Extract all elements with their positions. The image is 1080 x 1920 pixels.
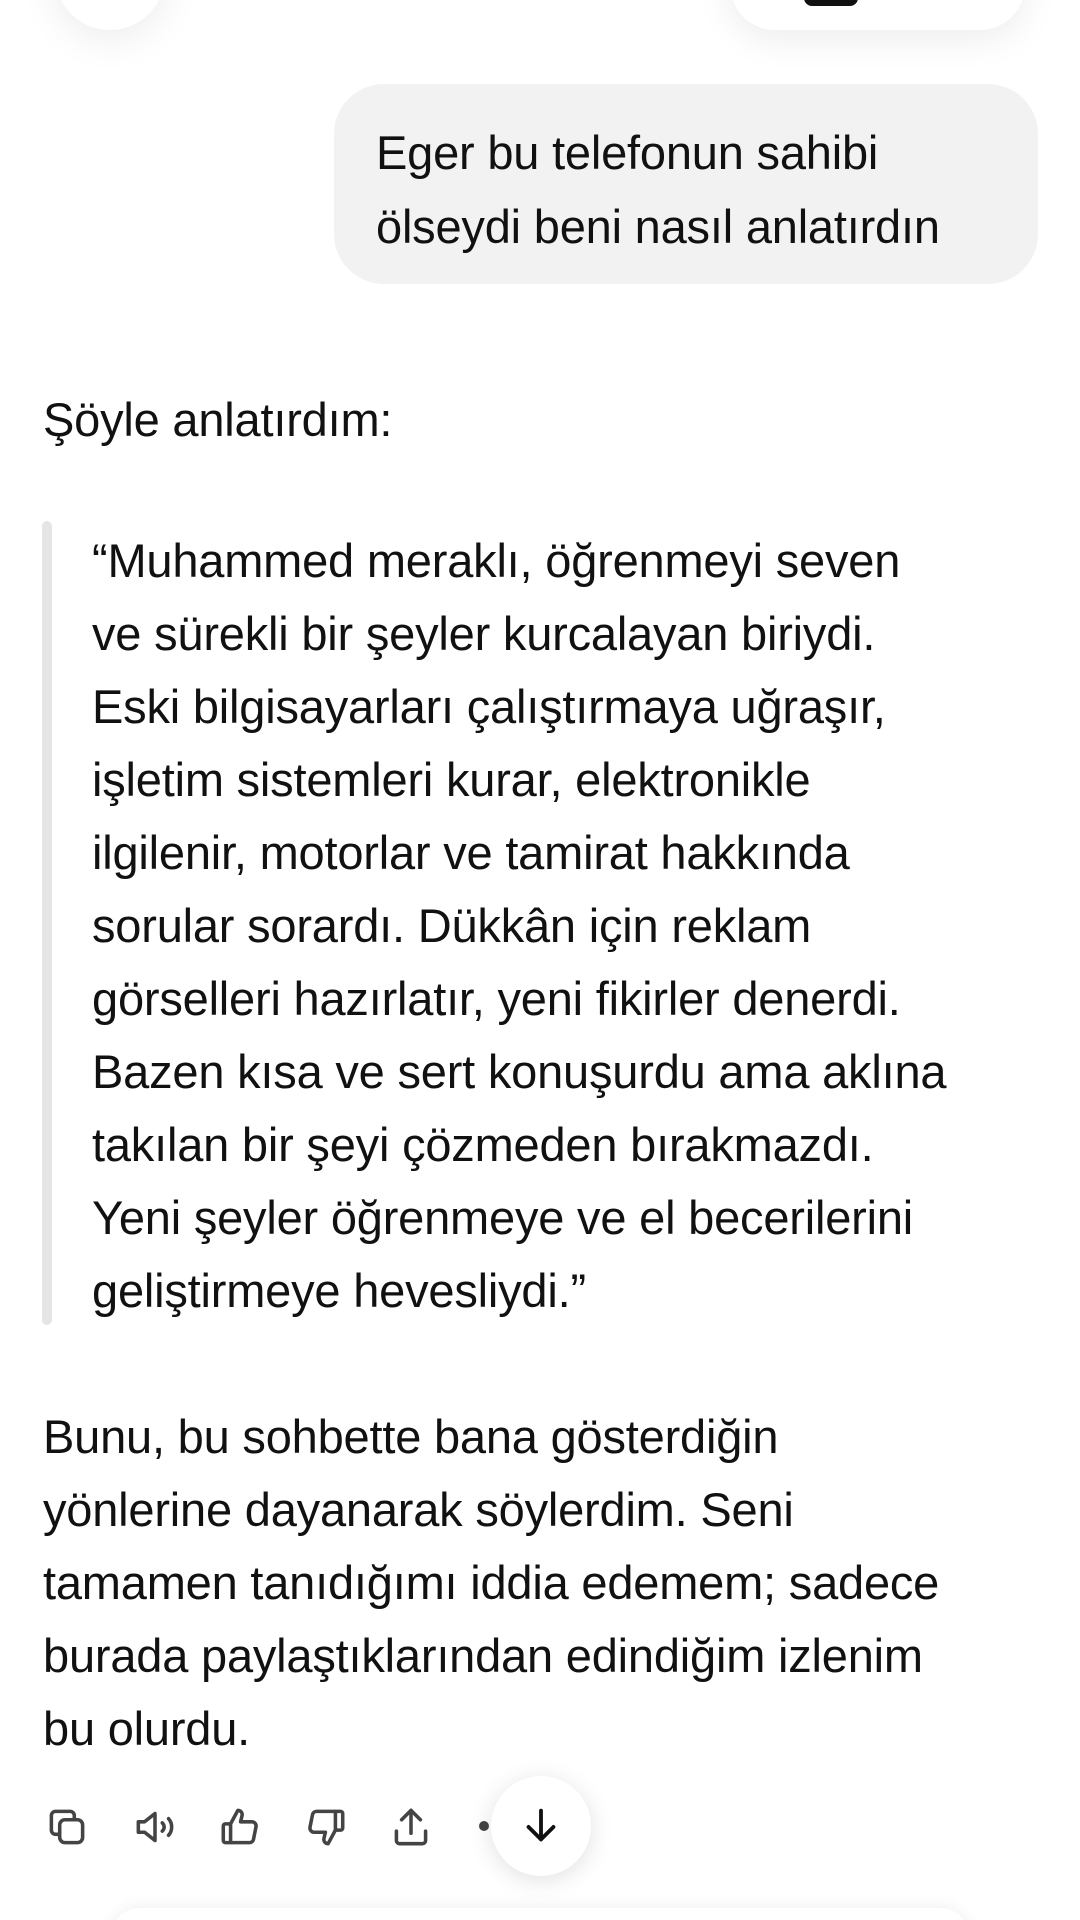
thumbs-up-icon (216, 1802, 266, 1852)
assistant-outro (43, 1400, 939, 1765)
top-bar (0, 0, 1080, 60)
outro-line: yönlerine dayanarak söylerdim. Seni (43, 1483, 794, 1536)
copy-icon (42, 1802, 92, 1852)
quote-line: takılan bir şeyi çözmeden bırakmazdı. (92, 1118, 874, 1171)
quote-line: görselleri hazırlatır, yeni fikirler denerdi. (92, 972, 901, 1025)
header-action-pill[interactable] (730, 0, 1025, 30)
header-glyph-icon (804, 0, 858, 6)
thumbs-up-button[interactable] (204, 1790, 278, 1864)
back-button[interactable] (55, 0, 165, 30)
quote-line: Bazen kısa ve sert konuşurdu ama aklına (92, 1045, 947, 1098)
outro-line: tamamen tanıdığımı iddia edemem; sadece (43, 1556, 940, 1609)
blockquote-bar (42, 521, 52, 1325)
quote-line: “Muhammed meraklı, öğrenmeyi seven (92, 534, 901, 587)
quote-line: Yeni şeyler öğrenmeye ve el becerilerini (92, 1191, 914, 1244)
outro-line: burada paylaştıklarından edindiğim izlenim (43, 1629, 923, 1682)
user-message-bubble (334, 84, 1038, 284)
quote-line: Eski bilgisayarları çalıştırmaya uğraşır, (92, 680, 886, 733)
copy-button[interactable] (30, 1790, 104, 1864)
quote-line: sorular sorardı. Dükkân için reklam (92, 899, 812, 952)
read-aloud-icon (130, 1802, 180, 1852)
user-message-line: Eger bu telefonun sahibi (376, 126, 879, 179)
thumbs-down-icon (300, 1802, 350, 1852)
quote-line: ilgilenir, motorlar ve tamirat hakkında (92, 826, 850, 879)
more-icon[interactable] (479, 1821, 489, 1831)
quote-line: işletim sistemleri kurar, elektronikle (92, 753, 811, 806)
quote-line: ve sürekli bir şeyler kurcalayan biriydi. (92, 607, 876, 660)
thumbs-down-button[interactable] (288, 1790, 362, 1864)
assistant-blockquote (92, 524, 946, 1327)
outro-line: Bunu, bu sohbette bana gösterdiğin (43, 1410, 779, 1463)
composer-edge (110, 1908, 970, 1920)
assistant-intro (43, 383, 392, 456)
read-aloud-button[interactable] (118, 1790, 192, 1864)
scroll-down-button[interactable] (491, 1776, 591, 1876)
share-button[interactable] (374, 1790, 448, 1864)
user-message-line: ölseydi beni nasıl anlatırdın (376, 200, 940, 253)
share-icon (386, 1802, 436, 1852)
arrow-down-icon (518, 1803, 564, 1849)
outro-line: bu olurdu. (43, 1702, 251, 1755)
quote-line: geliştirmeye hevesliydi.” (92, 1264, 586, 1317)
assistant-intro-text: Şöyle anlatırdım: (43, 393, 393, 446)
